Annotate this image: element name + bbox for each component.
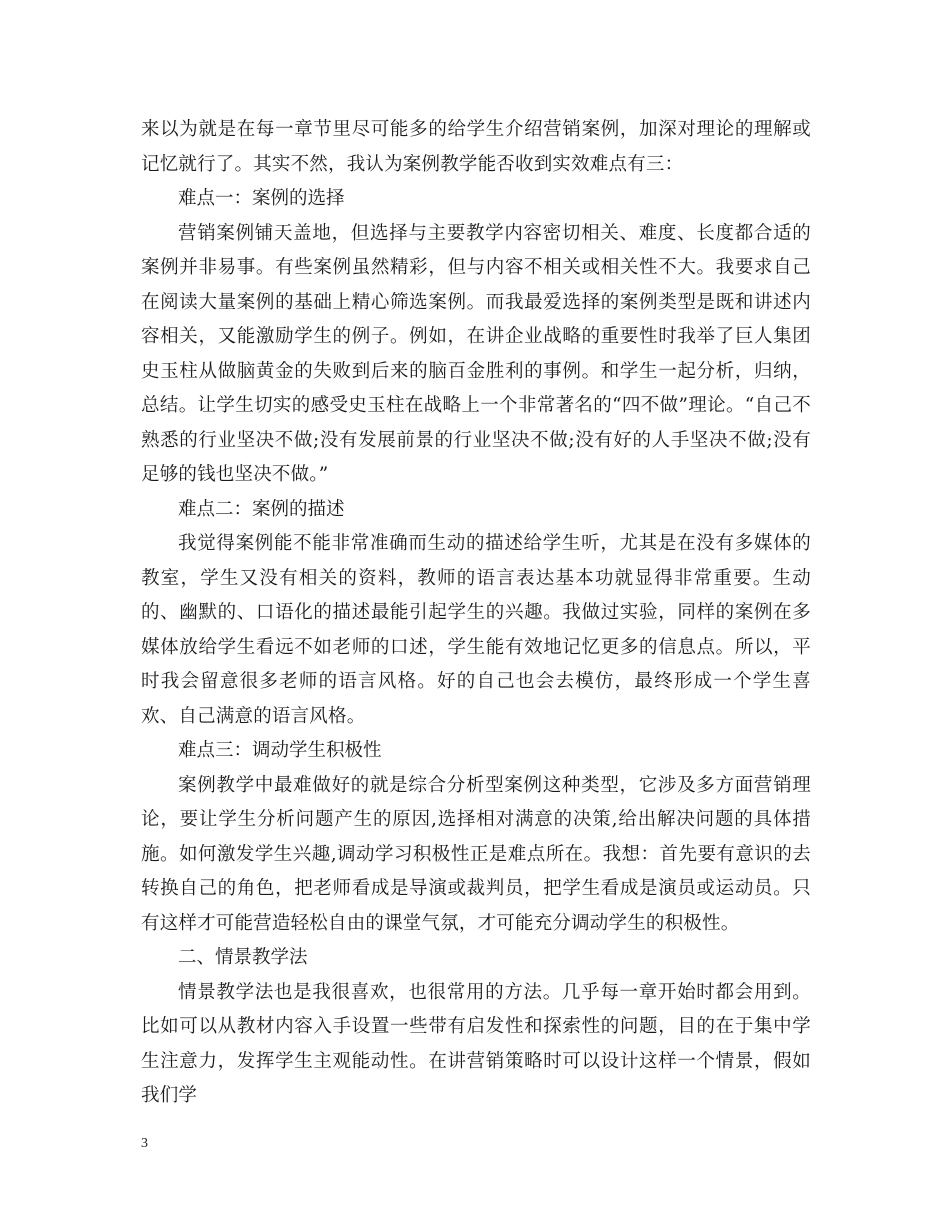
page-number: 3 bbox=[141, 1136, 148, 1151]
paragraph-scenario-method: 情景教学法也是我很喜欢，也很常用的方法。几乎每一章开始时都会用到。比如可以从教材内容入手设置一些带有启发性和探索性的问题，目的在于集中学生注意力，发挥学生主观能动性。在讲营销策略时可以设计这样一个情景，假如我们学 bbox=[141, 981, 811, 1106]
document-body bbox=[141, 113, 811, 1114]
paragraph-student-motivation: 案例教学中最难做好的就是综合分析型案例这种类型，它涉及多方面营销理论，要让学生分析问题产生的原因,选择相对满意的决策,给出解决问题的具体措施。如何激发学生兴趣,调动学习积极性正是难点所在。我想：首先要有意识的去转换自己的角色，把老师看成是导演或裁判员，把学生看成是演员或运动员。只有这样才可能营造轻松自由的课堂气氛，才可能充分调动学生的积极性。 bbox=[141, 774, 811, 934]
heading-scenario-teaching: 二、情景教学法 bbox=[178, 947, 308, 968]
paragraph-intro: 来以为就是在每一章节里尽可能多的给学生介绍营销案例，加深对理论的理解或记忆就行了。其实不然，我认为案例教学能否收到实效难点有三： bbox=[141, 119, 811, 175]
paragraph-case-description: 我觉得案例能不能非常准确而生动的描述给学生听，尤其是在没有多媒体的教室，学生又没有相关的资料，教师的语言表达基本功就显得非常重要。生动的、幽默的、口语化的描述最能引起学生的兴趣。我做过实验，同样的案例在多媒体放给学生看远不如老师的口述，学生能有效地记忆更多的信息点。所以，平时我会留意很多老师的语言风格。好的自己也会去模仿，最终形成一个学生喜欢、自己满意的语言风格。 bbox=[141, 533, 811, 727]
heading-difficulty-two: 难点二：案例的描述 bbox=[178, 498, 345, 520]
paragraph-case-selection: 营销案例铺天盖地，但选择与主要教学内容密切相关、难度、长度都合适的案例并非易事。有些案例虽然精彩，但与内容不相关或相关性不大。我要求自己在阅读大量案例的基础上精心筛选案例。而我最爱选择的案例类型是既和讲述内容相关，又能激励学生的例子。例如，在讲企业战略的重要性时我举了巨人集团史玉柱从做脑黄金的失败到后来的脑百金胜利的事例。和学生一起分析，归纳，总结。让学生切实的感受史玉柱在战略上一个非常著名的“四不做”理论。“自己不熟悉的行业坚决不做;没有发展前景的行业坚决不做;没有好的人手坚决不做;没有足够的钱也坚决不做。” bbox=[141, 222, 811, 485]
heading-difficulty-three: 难点三：调动学生积极性 bbox=[178, 740, 382, 761]
heading-difficulty-one: 难点一：案例的选择 bbox=[178, 188, 345, 209]
